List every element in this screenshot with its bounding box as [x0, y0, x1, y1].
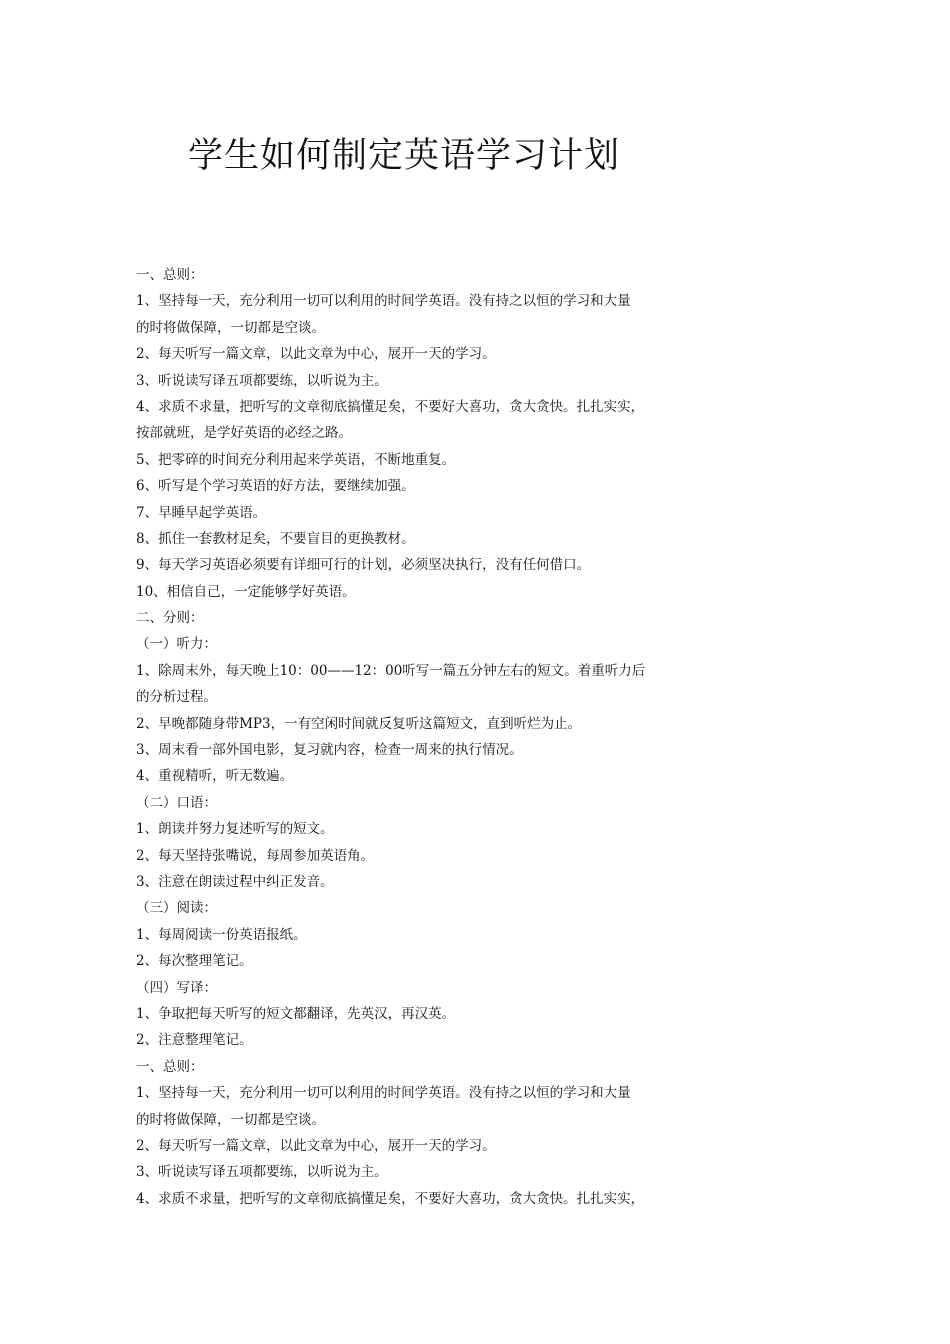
text-line: 3、听说读写译五项都要练，以听说为主。 [136, 1164, 388, 1181]
text-line: 2、每天坚持张嘴说，每周参加英语角。 [136, 847, 375, 864]
text-line: 2、每天听写一篇文章，以此文章为中心，展开一天的学习。 [136, 1137, 496, 1154]
text-line: 7、早睡早起学英语。 [136, 504, 267, 521]
text-line: 二、分则： [136, 610, 204, 627]
text-line: 1、争取把每天听写的短文都翻译，先英汉，再汉英。 [136, 1005, 456, 1022]
text-line: 3、周末看一部外国电影，复习就内容，检查一周来的执行情况。 [136, 742, 523, 759]
document-title: 学生如何制定英语学习计划 [188, 136, 621, 176]
text-line: 2、注意整理笔记。 [136, 1032, 253, 1049]
text-line: （三）阅读： [136, 900, 217, 917]
text-line: 的时将做保障，一切都是空谈。 [136, 1111, 325, 1128]
text-line: 1、坚持每一天，充分利用一切可以利用的时间学英语。没有持之以恒的学习和大量 [136, 1085, 631, 1102]
text-line: 4、重视精听，听无数遍。 [136, 768, 294, 785]
text-line: 的分析过程。 [136, 689, 217, 706]
text-line: 5、把零碎的时间充分利用起来学英语，不断地重复。 [136, 451, 456, 468]
text-line: 的时将做保障，一切都是空谈。 [136, 319, 325, 336]
text-line: 按部就班，是学好英语的必经之路。 [136, 425, 352, 442]
text-line: 一、总则： [136, 267, 204, 283]
text-line: 6、听写是个学习英语的好方法，要继续加强。 [136, 478, 415, 495]
text-line: 10、相信自己，一定能够学好英语。 [136, 583, 356, 600]
text-line: 4、求质不求量，把听写的文章彻底搞懂足矣，不要好大喜功，贪大贪快。扎扎实实， [136, 1190, 645, 1207]
text-line: 1、坚持每一天，充分利用一切可以利用的时间学英语。没有持之以恒的学习和大量 [136, 293, 631, 310]
text-line: （四）写译： [136, 979, 217, 996]
text-line: 2、每天听写一篇文章，以此文章为中心，展开一天的学习。 [136, 346, 496, 363]
text-line: 9、每天学习英语必须要有详细可行的计划，必须坚决执行，没有任何借口。 [136, 557, 591, 574]
text-line: 4、求质不求量，把听写的文章彻底搞懂足矣，不要好大喜功，贪大贪快。扎扎实实， [136, 398, 645, 415]
text-line: 2、每次整理笔记。 [136, 953, 253, 970]
document-body [136, 262, 676, 1212]
text-line: 3、注意在朗读过程中纠正发音。 [136, 873, 334, 890]
text-line: 2、早晚都随身带MP3，一有空闲时间就反复听这篇短文，直到听烂为止。 [136, 715, 582, 732]
text-line: 1、朗读并努力复述听写的短文。 [136, 821, 334, 838]
text-line: （二）口语： [136, 794, 217, 811]
text-line: 1、除周末外，每天晚上10：00——12：00听写一篇五分钟左右的短文。着重听力后 [136, 662, 646, 679]
text-line: 8、抓住一套教材足矣，不要盲目的更换教材。 [136, 530, 415, 547]
text-line: 3、听说读写译五项都要练，以听说为主。 [136, 372, 388, 389]
text-line: （一）听力： [136, 636, 217, 653]
text-line: 一、总则： [136, 1058, 204, 1075]
text-line: 1、每周阅读一份英语报纸。 [136, 926, 307, 943]
